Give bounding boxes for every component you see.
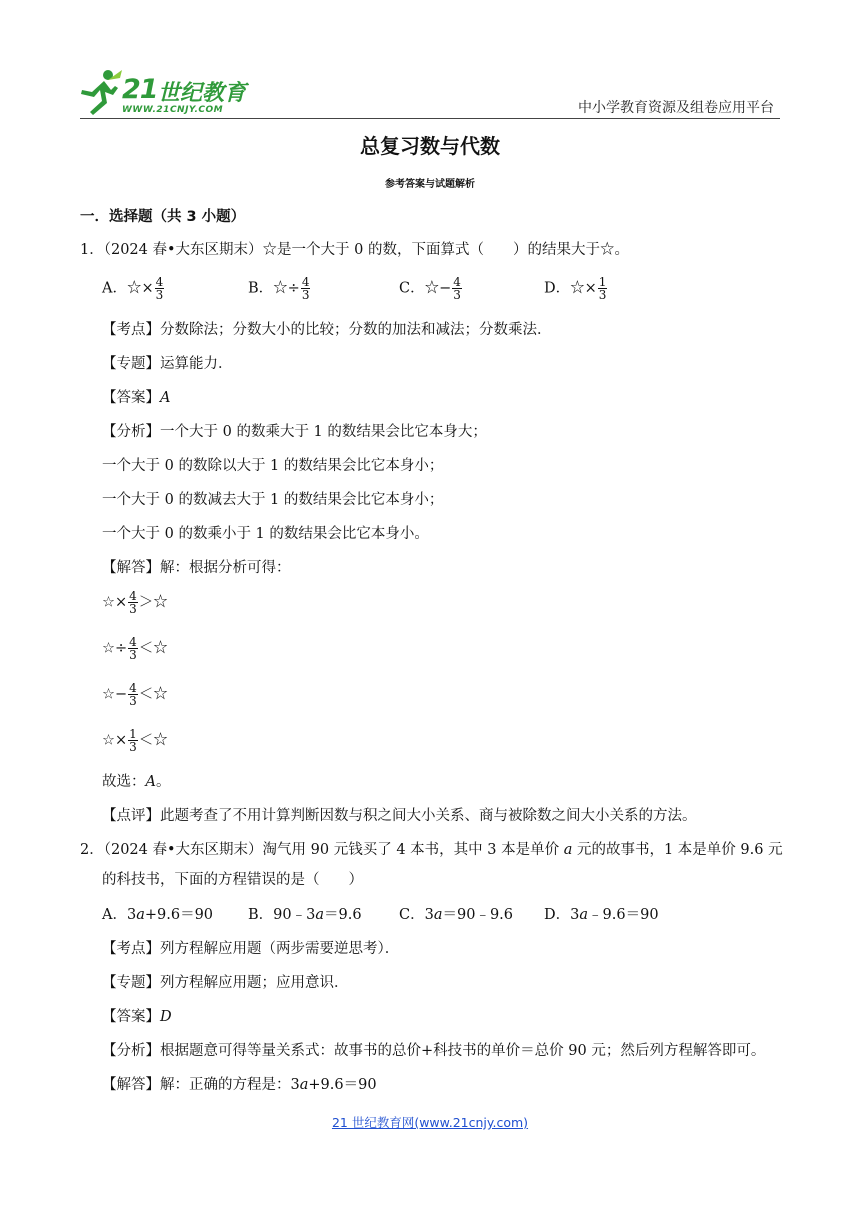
q2-option-d: D．3a﹣9.6＝90 [544,907,659,923]
q2-answer: 【答案】D [102,1009,172,1025]
footer-link[interactable]: 21 世纪教育网(www.21cnjy.com) [331,1115,529,1130]
q2-kaodian: 【考点】列方程解应用题（两步需要逆思考）． [102,941,400,957]
q1-option-c: C．☆− $\frac{4}{3}$ [399,275,461,302]
q1-analysis-line: 【分析】一个大于 0 的数乘大于 1 的数结果会比它本身大； [102,424,487,440]
platform-name: 中小学教育资源及组卷应用平台 [578,100,774,116]
q1-answer: 【答案】A [102,390,171,406]
logo-text: 世纪教育 [158,81,247,106]
q1-zhuanti: 【专题】运算能力． [102,356,233,372]
q1-stem: 1．（2024 春•大东区期末）☆是一个大于 0 的数，下面算式（ ）的结果大于☆。 [80,242,629,258]
runner-logo-icon [78,68,124,118]
q1-option-d: D．☆× $\frac{1}{3}$ [544,275,607,302]
q1-option-a: A．☆× $\frac{4}{3}$ [102,275,164,302]
section-heading: 一．选择题（共 3 小题） [80,209,246,225]
logo-number: 21 [122,74,158,105]
logo-url: WWW.21CNJY.COM [122,105,224,115]
q1-choice: 故选：A。 [102,774,171,790]
q2-solution: 【解答】解：正确的方程是：3a+9.6＝90 [102,1077,377,1093]
q1-step: ☆− $\frac{4}{3}$ ＜☆ [102,681,168,708]
q1-analysis-line: 一个大于 0 的数乘小于 1 的数结果会比它本身小。 [102,526,429,542]
q2-stem: 2．（2024 春•大东区期末）淘气用 90 元钱买了 4 本书，其中 3 本是单价 a 元的故事书，1 本是单价 9.6 元 [80,842,783,858]
site-logo[interactable] [78,68,248,120]
document-title: 总复习数与代数 [360,134,500,158]
header-divider [80,118,780,119]
q2-option-a: A．3a+9.6＝90 [102,907,214,923]
q1-step: ☆÷ $\frac{4}{3}$ ＜☆ [102,635,168,662]
q2-options [102,903,702,925]
q2-analysis: 【分析】根据题意可得等量关系式：故事书的总价+科技书的单价＝总价 90 元；然后列方程解答即可。 [102,1043,766,1059]
q1-options [102,272,702,304]
document-subtitle: 参考答案与试题解析 [385,179,475,190]
q1-analysis-line: 一个大于 0 的数减去大于 1 的数结果会比它本身小； [102,492,444,508]
q1-analysis-line: 一个大于 0 的数除以大于 1 的数结果会比它本身小； [102,458,444,474]
q2-stem-continued: 的科技书，下面的方程错误的是（ ） [102,872,363,888]
q1-solution-head: 【解答】解：根据分析可得： [102,560,291,576]
q1-step: ☆× $\frac{1}{3}$ ＜☆ [102,727,168,754]
q1-comment: 【点评】此题考查了不用计算判断因数与积之间大小关系、商与被除数之间大小关系的方法。 [102,808,697,824]
q2-option-b: B．90﹣3a＝9.6 [248,907,362,923]
q1-kaodian: 【考点】分数除法；分数大小的比较；分数的加法和减法；分数乘法． [102,322,552,338]
q1-option-b: B．☆÷ $\frac{4}{3}$ [248,275,310,302]
q1-step: ☆× $\frac{4}{3}$ ＞☆ [102,589,168,616]
q2-zhuanti: 【专题】列方程解应用题；应用意识． [102,975,349,991]
q2-option-c: C．3a＝90﹣9.6 [399,907,514,923]
